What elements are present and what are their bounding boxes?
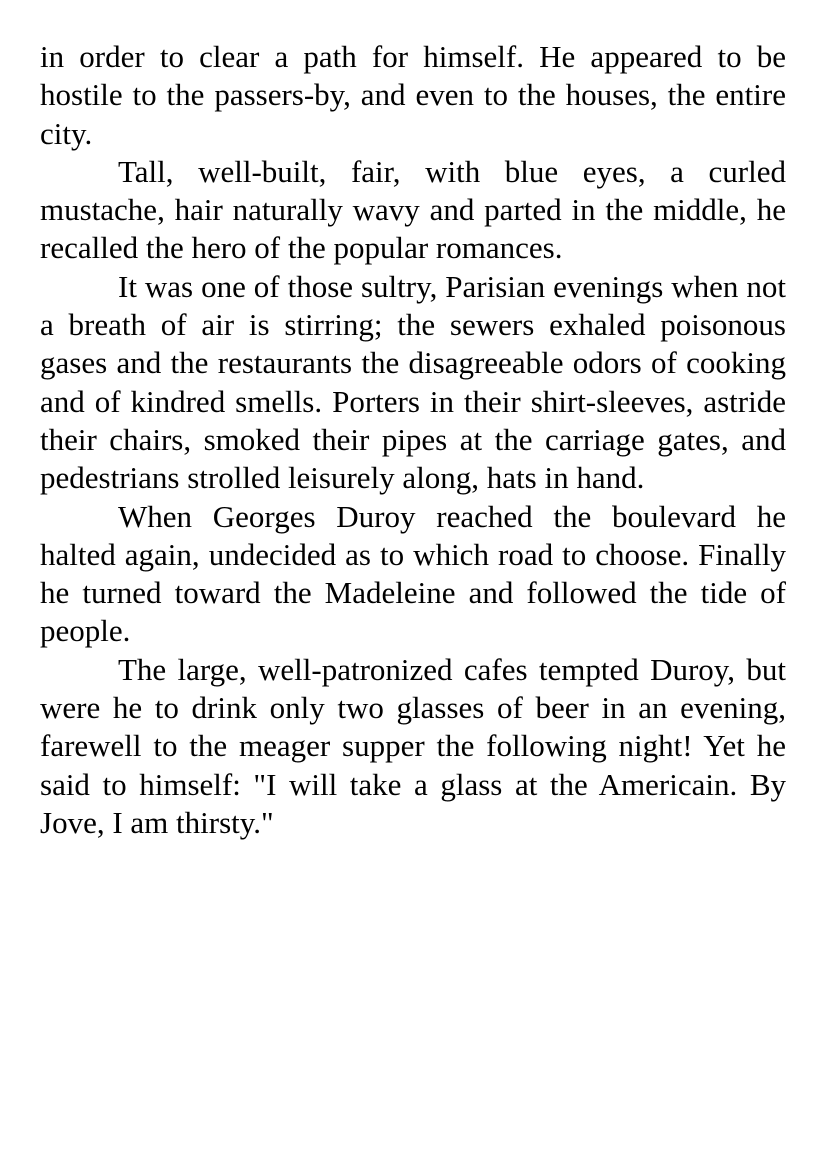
paragraph-2: Tall, well-built, fair, with blue eyes, a curled mustache, hair naturally wavy and parted in the middle, he recalled the hero of the popular romances. [40,153,786,266]
paragraph-1: in order to clear a path for himself. He appeared to be hostile to the passers-by, and even to the houses, the entire city. [40,39,786,151]
paragraph-3: It was one of those sultry, Parisian evenings when not a breath of air is stirring; the sewers exhaled poisonous gases and the restaurants the disagreeable odors of cooking and of kindred smells. Porters in their shirt-sleeves, astride their chairs, smoked their pipes at the carriage gates, and pedestrians strolled leisurely along, hats in hand. [40,268,786,496]
document-page [40,38,786,842]
paragraph-4: When Georges Duroy reached the boulevard he halted again, undecided as to which road to choose. Finally he turned toward the Madeleine and followed the tide of people. [40,498,786,649]
paragraph-5: The large, well-patronized cafes tempted Duroy, but were he to drink only two glasses of beer in an evening, farewell to the meager supper the following night! Yet he said to himself: "I will take a glass at the Americain. By Jove, I am thirsty." [40,651,786,840]
